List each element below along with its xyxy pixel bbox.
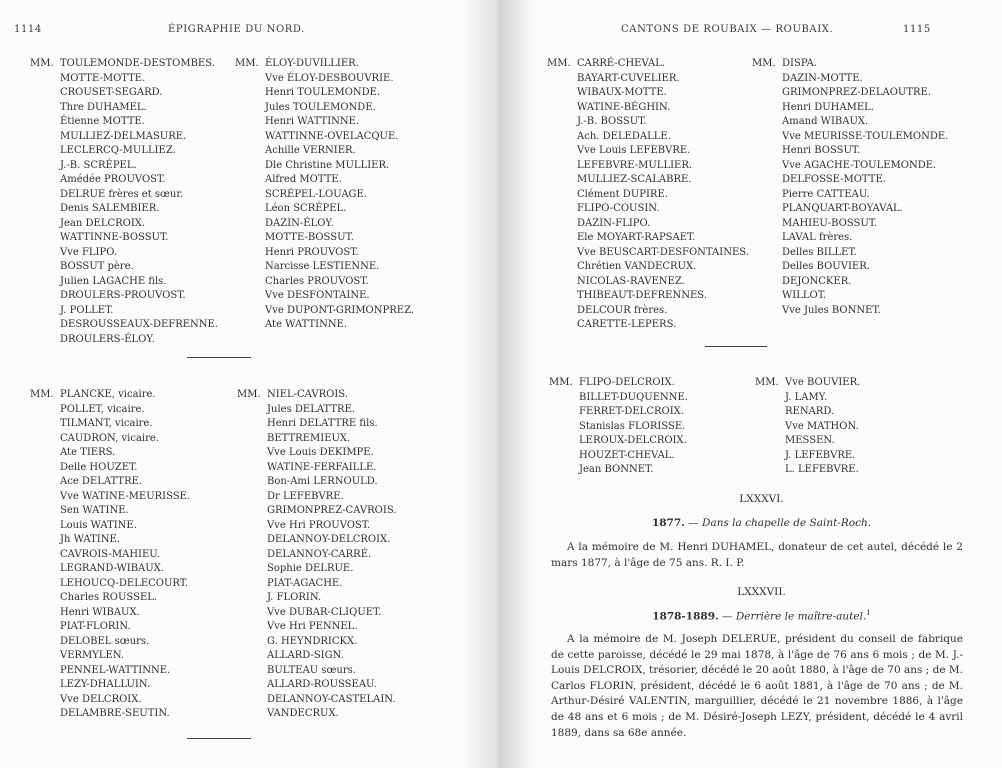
entry-86-number: LXXXVI. bbox=[739, 493, 784, 505]
name-entry: LEROUX-DELCROIX. bbox=[579, 435, 687, 446]
name-entry: ÉLOY-DUVILLIER. bbox=[265, 58, 359, 69]
name-entry: ALLARD-SIGN. bbox=[267, 650, 344, 661]
name-entry: Sophie DELRUE. bbox=[267, 563, 354, 574]
name-entry: Delles BILLET. bbox=[782, 246, 857, 258]
name-entry: POLLET, vicaire. bbox=[60, 403, 145, 415]
name-entry: Dr LEFEBVRE. bbox=[267, 490, 344, 502]
name-entry: BULTEAU sœurs. bbox=[267, 664, 356, 676]
footnote-mark: 1 bbox=[866, 609, 871, 617]
right-block2-col1 bbox=[549, 376, 688, 478]
name-entry: DEJONCKER. bbox=[782, 275, 852, 287]
name-entry: Vve MATHON. bbox=[785, 420, 859, 432]
name-entry: Étienne MOTTE. bbox=[60, 116, 145, 127]
name-entry: Clément DUPIRE. bbox=[577, 188, 668, 200]
name-entry: Charles PROUVOST. bbox=[265, 275, 369, 287]
name-entry: CAUDRON, vicaire. bbox=[60, 432, 159, 444]
name-entry: DELAMBRE-SEUTIN. bbox=[60, 708, 170, 719]
name-entry: WATINE-FERFAILLE. bbox=[267, 461, 377, 473]
running-head-left: ÉPIGRAPHIE DU NORD. bbox=[168, 24, 305, 35]
name-entry: BAYART-CUVELIER. bbox=[577, 72, 680, 84]
name-entry: DELCOUR frères. bbox=[577, 304, 668, 316]
name-entry: J. POLLET. bbox=[60, 304, 114, 316]
name-entry: G. HEYNDRICKX. bbox=[267, 635, 358, 647]
name-entry: Jean DELCROIX. bbox=[60, 217, 146, 229]
name-entry: NIEL-CAVROIS. bbox=[267, 389, 348, 400]
name-entry: PLANCKE, vicaire. bbox=[60, 389, 156, 400]
right-page bbox=[521, 0, 1002, 768]
name-entry: WATINE-BÉGHIN. bbox=[577, 101, 671, 113]
right-block2-col2 bbox=[755, 376, 861, 478]
name-entry: Thre DUHAMEL. bbox=[60, 101, 147, 113]
left-page bbox=[0, 0, 481, 768]
name-entry: DAZIN-FLIPO. bbox=[577, 217, 651, 229]
name-entry: LEZY-DHALLUIN. bbox=[60, 679, 151, 690]
name-entry: PIAT-FLORIN. bbox=[60, 621, 131, 632]
name-entry: Ate WATTINNE. bbox=[265, 319, 348, 330]
name-entry: LEGRAND-WIBAUX. bbox=[60, 563, 164, 574]
left-block1-col2 bbox=[235, 57, 415, 333]
name-entry: DESROUSSEAUX-DEFRENNE. bbox=[60, 319, 219, 330]
name-entry: J.-B. SCRÉPEL. bbox=[60, 159, 137, 171]
name-entry: Henri WIBAUX. bbox=[60, 606, 140, 618]
name-entry: DAZIN-MOTTE. bbox=[782, 72, 863, 84]
name-entry: Julien LAGACHE fils. bbox=[60, 275, 167, 287]
name-entry: DELRUE frères et sœur. bbox=[60, 188, 184, 200]
name-entry: Vve DELCROIX. bbox=[60, 693, 142, 705]
name-entry: PIAT-AGACHE. bbox=[267, 577, 343, 589]
name-entry: Delle HOUZET. bbox=[60, 461, 138, 473]
name-entry: BETTREMIEUX. bbox=[267, 432, 351, 444]
name-entry: Jean BONNET. bbox=[579, 464, 654, 475]
name-entry: Amand WIBAUX. bbox=[782, 116, 869, 127]
name-entry: SCRÉPEL-LOUAGE. bbox=[265, 188, 368, 200]
name-entry: TILMANT, vicaire. bbox=[60, 418, 153, 429]
section-divider bbox=[187, 357, 251, 358]
mm-prefix: MM. bbox=[235, 58, 259, 69]
name-entry: Chrétien VANDECRUX. bbox=[577, 261, 697, 272]
name-entry: Vve ÉLOY-DESBOUVRIE. bbox=[265, 72, 394, 84]
entry-87-number: LXXXVII. bbox=[737, 586, 786, 598]
name-entry: DISPA. bbox=[782, 58, 818, 69]
name-entry: VERMYLEN. bbox=[60, 650, 125, 661]
name-entry: Vve Hri PROUVOST. bbox=[267, 519, 371, 531]
name-entry: Jules TOULEMONDE. bbox=[265, 101, 376, 113]
name-entry: Vve DUPONT-GRIMONPREZ. bbox=[265, 304, 415, 316]
left-block2-col2 bbox=[237, 388, 397, 722]
mm-prefix: MM. bbox=[755, 377, 779, 388]
name-entry: Ele MOYART-RAPSAET. bbox=[577, 232, 696, 243]
name-entry: Vve Louis LEFEBVRE. bbox=[577, 145, 691, 156]
name-entry: DROULERS-PROUVOST. bbox=[60, 290, 186, 301]
mm-prefix: MM. bbox=[237, 389, 261, 400]
name-entry: LAVAL frères. bbox=[782, 232, 853, 243]
name-entry: MULLIEZ-DELMASURE. bbox=[60, 130, 187, 142]
name-entry: CROUSET-SEGARD. bbox=[60, 87, 163, 98]
name-entry: LEFEBVRE-MULLIER. bbox=[577, 159, 693, 171]
name-entry: Achille VERNIER. bbox=[265, 145, 356, 156]
name-entry: J. LEFEBVRE. bbox=[785, 449, 856, 461]
name-entry: Jules DELATTRE. bbox=[267, 403, 356, 415]
name-entry: BILLET-DUQUENNE. bbox=[579, 391, 688, 403]
name-entry: DELANNOY-CARRÉ. bbox=[267, 548, 372, 560]
name-entry: FLIPO-DELCROIX. bbox=[579, 377, 675, 388]
name-entry: LEHOUCQ-DELECOURT. bbox=[60, 577, 189, 589]
name-entry: Alfred MOTTE. bbox=[265, 174, 342, 185]
name-entry: Vve WATINE-MEURISSE. bbox=[60, 490, 191, 502]
name-entry: FLIPO-COUSIN. bbox=[577, 203, 660, 214]
name-entry: Vve DESFONTAINE. bbox=[265, 290, 370, 301]
name-entry: BOSSUT père. bbox=[60, 261, 134, 272]
name-entry: MOTTE-BOSSUT. bbox=[265, 232, 354, 243]
name-entry: Charles ROUSSEL. bbox=[60, 592, 158, 603]
left-block1-col1 bbox=[30, 57, 219, 347]
name-entry: J. FLORIN. bbox=[267, 592, 322, 603]
name-entry: WILLOT. bbox=[782, 290, 827, 301]
name-entry: Sen WATINE. bbox=[60, 505, 129, 516]
name-entry: Henri BOSSUT. bbox=[782, 145, 861, 156]
name-entry: WATTINNE-BOSSUT. bbox=[60, 232, 169, 243]
left-block2-col1 bbox=[30, 388, 191, 722]
entry-87-location: — Derrière le maître-autel. bbox=[722, 610, 867, 623]
name-entry: GRIMONPREZ-DELAOUTRE. bbox=[782, 87, 932, 98]
name-entry: Louis WATINE. bbox=[60, 519, 137, 531]
name-entry: TOULEMONDE-DESTOMBES. bbox=[60, 58, 215, 69]
name-entry: J. LAMY. bbox=[785, 391, 828, 403]
section-divider bbox=[705, 346, 767, 347]
name-entry: Bon-Ami LERNOULD. bbox=[267, 476, 378, 487]
name-entry: DROULERS-ÉLOY. bbox=[60, 333, 155, 345]
entry-86-location: — Dans la chapelle de Saint-Roch. bbox=[688, 517, 872, 529]
mm-prefix: MM. bbox=[752, 58, 776, 69]
name-entry: Henri TOULEMONDE. bbox=[265, 87, 381, 98]
name-entry: Jh WATINE. bbox=[60, 534, 120, 545]
name-entry: Vve AGACHE-TOULEMONDE. bbox=[782, 159, 937, 171]
page-number-left: 1114 bbox=[14, 24, 42, 35]
name-entry: DELFOSSE-MOTTE. bbox=[782, 174, 886, 185]
name-entry: Vve Louis DEKIMPE. bbox=[267, 447, 374, 458]
name-entry: DELANNOY-CASTELAIN. bbox=[267, 693, 396, 705]
name-entry: Denis SALEMBIER. bbox=[60, 203, 160, 214]
name-entry: Narcisse LESTIENNE. bbox=[265, 261, 380, 272]
name-entry: Dle Christine MULLIER. bbox=[265, 159, 390, 171]
entry-86-text: A la mémoire de M. Henri DUHAMEL, donateur de cet autel, décédé le 2 mars 1877, à l'âge de 75 ans. R. I. P. bbox=[551, 541, 963, 569]
name-entry: Henri DUHAMEL. bbox=[782, 101, 874, 113]
name-entry: Léon SCRÉPEL. bbox=[265, 203, 347, 214]
right-block1-col2 bbox=[752, 57, 949, 318]
name-entry: Henri DELATTRE fils. bbox=[267, 418, 378, 429]
running-head-right: CANTONS DE ROUBAIX — ROUBAIX. bbox=[621, 24, 834, 35]
name-entry: Henri WATTINNE. bbox=[265, 116, 360, 127]
name-entry: Vve BOUVIER. bbox=[785, 377, 861, 388]
entry-87-text: A la mémoire de M. Joseph DELERUE, président du conseil de fabrique de cette paroisse, décédé le 29 mai 1878, à l'âge de 76 ans 6 mois ; de M. J.-Louis DELCROIX, trésorier, décédé le 20 août 1880, à l'âge de 70 ans ; de M. Carlos FLORIN, président, décédé le 6 août 1881, à l'âge de 70 ans ; de M. Arthur-Désiré VALENTIN, marguillier, décédé le 21 novembre 1886, à l'âge de 48 ans et 6 mois ; de M. Désiré-Joseph LEZY, président, décédé le 4 avril 1889, dans sa 68e année. bbox=[551, 633, 963, 739]
name-entry: ALLARD-ROUSSEAU. bbox=[267, 679, 377, 690]
name-entry: WATTINNE-OVELACQUE. bbox=[265, 130, 399, 142]
name-entry: Amédée PROUVOST. bbox=[60, 174, 166, 185]
mm-prefix: MM. bbox=[30, 58, 54, 69]
section-divider bbox=[187, 738, 251, 739]
name-entry: Ace DELATTRE. bbox=[60, 476, 143, 487]
entry-87-heading bbox=[521, 609, 1002, 623]
name-entry: Vve BEUSCART-DESFONTAINES. bbox=[577, 246, 749, 258]
name-entry: PLANQUART-BOYAVAL. bbox=[782, 203, 903, 214]
name-entry: CAVROIS-MAHIEU. bbox=[60, 548, 160, 560]
name-entry: J.-B. BOSSUT. bbox=[577, 116, 647, 127]
name-entry: MESSEN. bbox=[785, 435, 835, 446]
name-entry: Henri PROUVOST. bbox=[265, 246, 359, 258]
name-entry: PENNEL-WATTINNE. bbox=[60, 664, 171, 676]
name-entry: THIBEAUT-DEFRENNES. bbox=[577, 290, 707, 301]
name-entry: MOTTE-MOTTE. bbox=[60, 72, 146, 84]
name-entry: FERRET-DELCROIX. bbox=[579, 406, 684, 417]
name-entry: Vve Hri PENNEL. bbox=[267, 621, 358, 632]
entry-86-year: 1877. bbox=[651, 517, 685, 529]
name-entry: MULLIEZ-SCALABRE. bbox=[577, 174, 692, 185]
right-block1-col1 bbox=[547, 57, 749, 333]
mm-prefix: MM. bbox=[30, 389, 54, 400]
name-entry: Vve MEURISSE-TOULEMONDE. bbox=[782, 130, 949, 142]
entry-86-heading bbox=[521, 517, 1002, 529]
name-entry: Ate TIERS. bbox=[60, 447, 116, 458]
name-entry: MAHIEU-BOSSUT. bbox=[782, 217, 878, 229]
name-entry: Stanislas FLORISSE. bbox=[579, 420, 686, 432]
name-entry: HOUZET-CHEVAL. bbox=[579, 449, 675, 461]
name-entry: Ach. DELEDALLE. bbox=[577, 130, 671, 142]
name-entry: WIBAUX-MOTTE. bbox=[577, 87, 667, 98]
name-entry: CARETTE-LEPERS. bbox=[577, 319, 677, 330]
name-entry: DELOBEL sœurs. bbox=[60, 635, 150, 647]
name-entry: Vve FLIPO. bbox=[60, 246, 118, 258]
mm-prefix: MM. bbox=[547, 58, 571, 69]
name-entry: DAZIN-ÉLOY. bbox=[265, 217, 334, 229]
page-number-right: 1115 bbox=[903, 24, 931, 35]
name-entry: LECLERCQ-MULLIEZ. bbox=[60, 145, 176, 156]
name-entry: GRIMONPREZ-CAVROIS. bbox=[267, 505, 397, 516]
mm-prefix: MM. bbox=[549, 377, 573, 388]
name-entry: L. LEFEBVRE. bbox=[785, 464, 859, 475]
name-entry: CARRÉ-CHEVAL. bbox=[577, 58, 666, 69]
name-entry: NICOLAS-RAVENEZ. bbox=[577, 275, 685, 287]
name-entry: DELANNOY-DELCROIX. bbox=[267, 534, 391, 545]
entry-87-year: 1878-1889. bbox=[652, 610, 719, 623]
name-entry: Pierre CATTEAU. bbox=[782, 188, 870, 200]
name-entry: VANDECRUX. bbox=[267, 708, 339, 719]
name-entry: RENARD. bbox=[785, 406, 835, 417]
name-entry: Vve Jules BONNET. bbox=[782, 304, 881, 316]
name-entry: Vve DUBAR-CLIQUET. bbox=[267, 606, 382, 618]
name-entry: Delles BOUVIER. bbox=[782, 261, 870, 272]
